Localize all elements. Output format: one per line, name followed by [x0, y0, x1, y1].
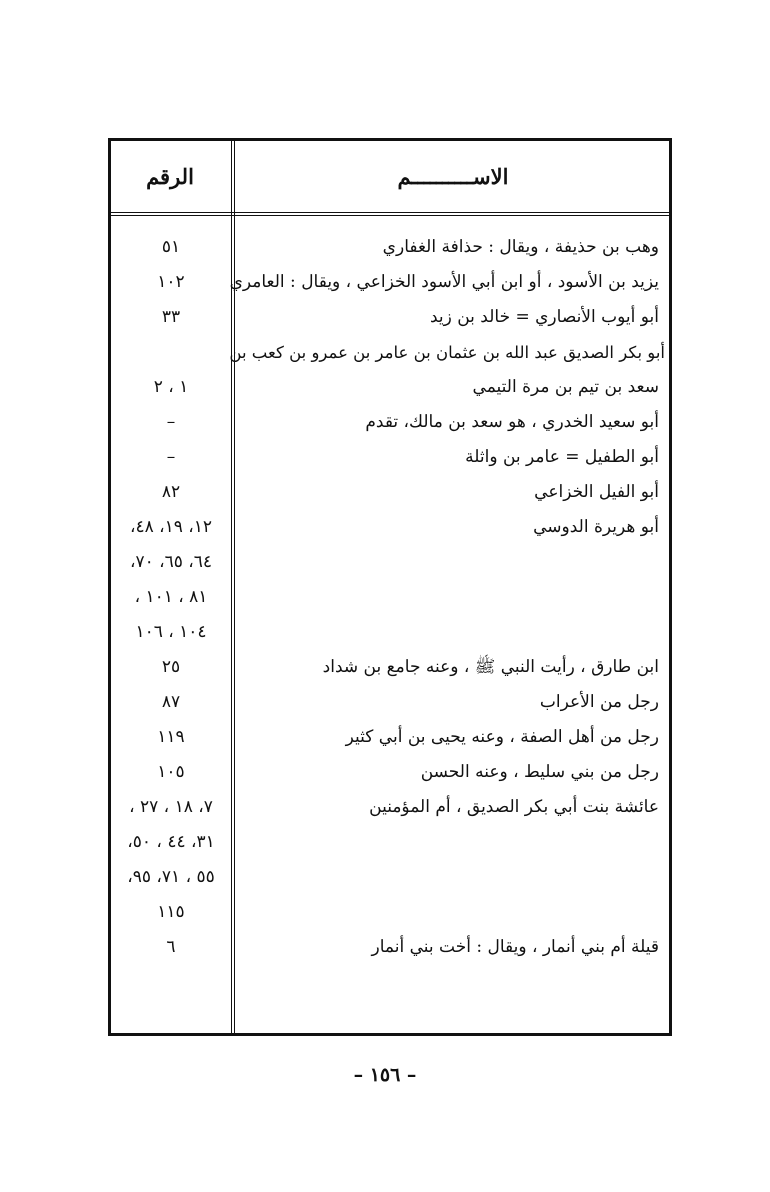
row-name: رجل من بني سليط ، وعنه الحسن [420, 762, 659, 782]
row-number: ١٠٢ [157, 272, 185, 292]
page-number: – ١٥٦ – [353, 1064, 417, 1086]
table-row [111, 580, 669, 615]
row-number: ٥١ [161, 237, 181, 257]
row-name: أبو بكر الصديق عبد الله بن عثمان بن عامر بن عمرو بن كعب بن [229, 343, 665, 362]
table-row [111, 265, 669, 300]
table-row [111, 475, 669, 510]
table-row [111, 405, 669, 440]
row-number: ٨٧ [161, 692, 181, 712]
table-row [111, 930, 669, 965]
row-number [113, 335, 229, 370]
row-name: وهب بن حذيفة ، ويقال : حذافة الغفاري [382, 237, 659, 257]
row-name: رجل من أهل الصفة ، وعنه يحيى بن أبي كثير [345, 727, 659, 747]
row-number: ١١٥ [157, 902, 185, 922]
table-row [111, 720, 669, 755]
header-number: الرقم [146, 163, 194, 189]
row-name: رجل من الأعراب [539, 692, 659, 712]
row-number: ٣٣ [161, 307, 181, 327]
row-name: قيلة أم بني أنمار ، ويقال : أخت بني أنمار [371, 937, 659, 957]
row-number: ٢٥ [161, 657, 181, 677]
row-name: أبو الطفيل = عامر بن واثلة [465, 447, 659, 467]
row-name: ابن طارق ، رأيت النبي ﷺ ، وعنه جامع بن شداد [322, 657, 659, 677]
row-name: سعد بن تيم بن مرة التيمي [472, 377, 659, 397]
names-table [108, 138, 672, 1036]
row-name: أبو أيوب الأنصاري = خالد بن زيد [429, 307, 659, 327]
row-number: ١١٩ [157, 727, 185, 747]
row-number: ٥٥ ، ٧١، ٩٥، [127, 867, 215, 887]
row-number: ١ ، ٢ [153, 377, 189, 397]
table-row [111, 335, 669, 370]
row-number: ٦٤، ٦٥، ٧٠، [129, 552, 213, 572]
table-row [111, 545, 669, 580]
table-row [111, 790, 669, 825]
header-name: الاســــــــــم [397, 163, 509, 189]
row-number: ١٠٤ ، ١٠٦ [135, 622, 207, 642]
row-name: عائشة بنت أبي بكر الصديق ، أم المؤمنين [369, 797, 659, 817]
table-row [111, 650, 669, 685]
row-name: أبو سعيد الخدري ، هو سعد بن مالك، تقدم [365, 412, 659, 432]
table-row [111, 440, 669, 475]
row-number: ٧، ١٨ ، ٢٧ ، [129, 797, 213, 817]
table-body [111, 230, 669, 965]
row-number: ١٢، ١٩، ٤٨، [129, 517, 213, 537]
row-name: أبو هريرة الدوسي [533, 517, 659, 537]
table-row [111, 825, 669, 860]
row-number: ١٠٥ [157, 762, 185, 782]
row-name: أبو الفيل الخزاعي [534, 482, 659, 502]
header-divider [111, 212, 669, 216]
row-number: ٨١ ، ١٠١ ، [134, 587, 208, 607]
table-row [111, 860, 669, 895]
table-row [111, 370, 669, 405]
table-row [111, 895, 669, 930]
table-row [111, 615, 669, 650]
table-row [111, 685, 669, 720]
table-row [111, 510, 669, 545]
row-name: يزيد بن الأسود ، أو ابن أبي الأسود الخزاعي ، ويقال : العامري [229, 272, 659, 292]
row-number: ٣١، ٤٤ ، ٥٠، [127, 832, 215, 852]
row-number: ٨٢ [161, 482, 181, 502]
row-number: – [166, 412, 176, 432]
table-row [111, 300, 669, 335]
row-number: ٦ [166, 937, 176, 957]
row-number: – [166, 447, 176, 467]
table-row [111, 230, 669, 265]
table-row [111, 755, 669, 790]
